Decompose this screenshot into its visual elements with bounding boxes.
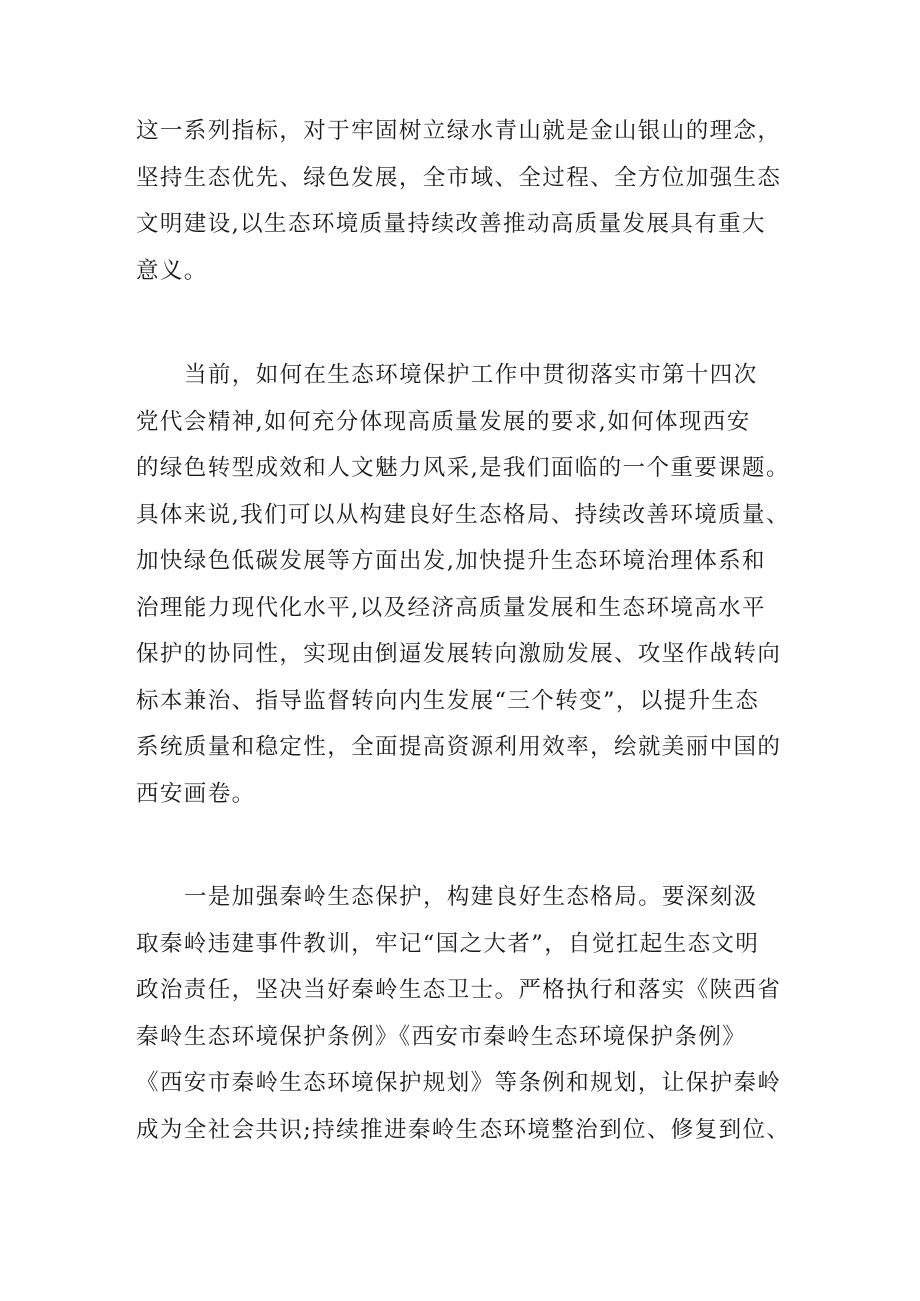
paragraph-line: 治理能力现代化水平,以及经济高质量发展和生态环境高水平: [136, 594, 766, 621]
paragraph-line: 当前，如何在生态环境保护工作中贯彻落实市第十四次: [184, 362, 758, 388]
paragraph-line: 坚持生态优先、绿色发展，全市域、全过程、全方位加强生态: [136, 164, 782, 191]
paragraph-line: 系统质量和稳定性，全面提高资源利用效率，绘就美丽中国的: [136, 734, 782, 760]
paragraph-3: [136, 874, 796, 1153]
paragraph-line: 政治责任，坚决当好秦岭生态卫士。严格执行和落实《陕西省: [136, 977, 782, 1003]
paragraph-line: 成为全社会共识;持续推进秦岭生态环境整治到位、修复到位、: [136, 1116, 791, 1143]
paragraph-line: 党代会精神,如何充分体现高质量发展的要求,如何体现西安: [136, 408, 751, 435]
paragraph-line: 加快绿色低碳发展等方面出发,加快提升生态环境治理体系和: [136, 548, 766, 574]
paragraph-line: 具体来说,我们可以从构建良好生态格局、持续改善环境质量、: [136, 501, 790, 528]
paragraph-line: 《西安市秦岭生态环境保护规划》等条例和规划，让保护秦岭: [136, 1070, 782, 1096]
paragraph-line: 西安画卷。: [136, 780, 256, 807]
paragraph-line: 秦岭生态环境保护条例》《西安市秦岭生态环境保护条例》: [136, 1023, 747, 1050]
paragraph-2: [136, 352, 796, 817]
paragraph-line: 标本兼治、指导监督转向内生发展“三个转变”，以提升生态: [136, 687, 760, 714]
paragraph-line: 文明建设,以生态环境质量持续改善推动高质量发展具有重大: [136, 211, 766, 237]
paragraph-line: 的绿色转型成效和人文魅力风采,是我们面临的一个重要课题。: [136, 455, 790, 481]
paragraph-line: 保护的协同性，实现由倒逼发展转向激励发展、攻坚作战转向: [136, 641, 782, 667]
paragraph-line: 取秦岭违建事件教训，牢记“国之大者”，自觉扛起生态文明: [136, 930, 760, 957]
paragraph-line: 意义。: [136, 257, 208, 284]
paragraph-line: 这一系列指标，对于牢固树立绿水青山就是金山银山的理念，: [136, 118, 782, 144]
paragraph-1: [136, 108, 796, 294]
paragraph-line: 一是加强秦岭生态保护，构建良好生态格局。要深刻汲: [184, 884, 758, 910]
